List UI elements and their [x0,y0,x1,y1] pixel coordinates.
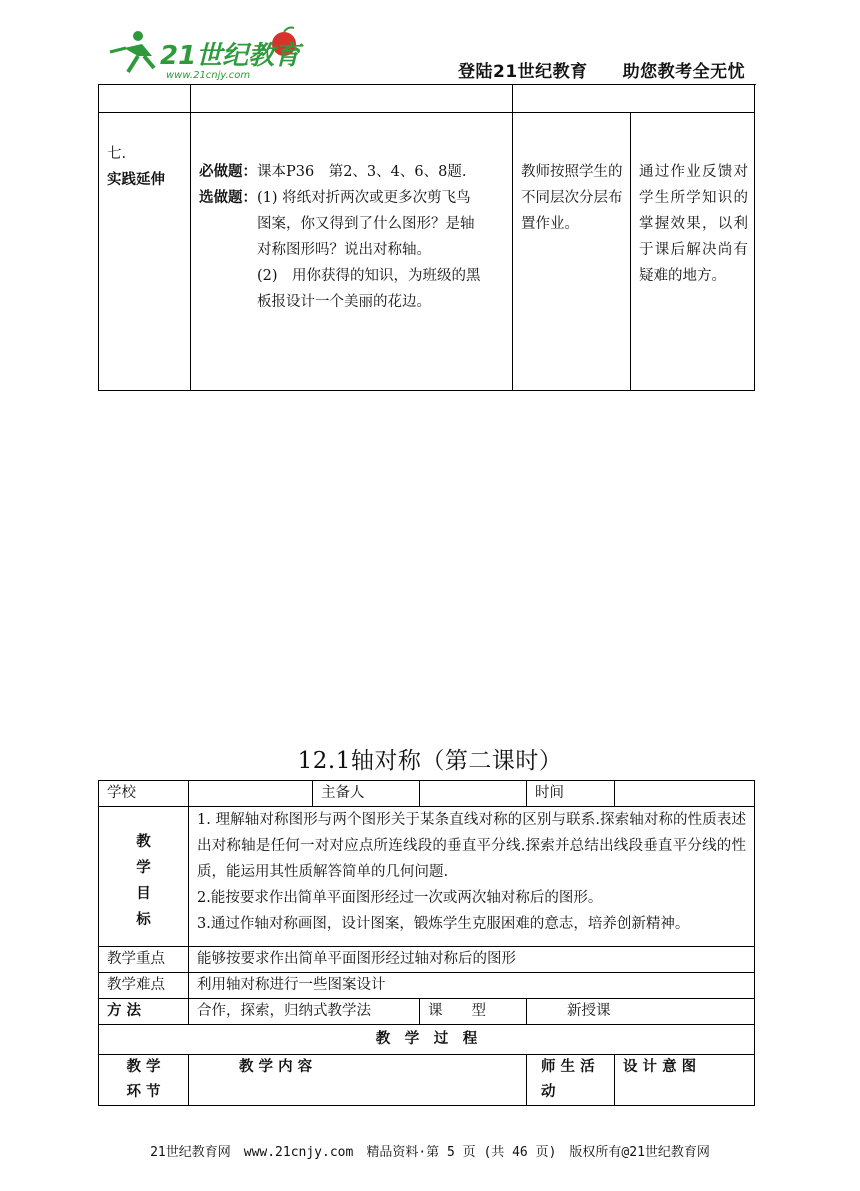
method-row [99,999,755,1025]
optional-2a: (2) 用你获得的知识，为班级的黑 [257,268,481,284]
section7-activity-cell [513,113,631,391]
preparer-value [420,781,527,807]
key-label: 教学重点 [99,947,189,973]
type-label: 课 型 [420,999,527,1025]
section7-intent-cell [631,113,755,391]
goals-label-2: 学 [136,860,151,876]
difficulty-label: 教学难点 [99,973,189,999]
difficulty-value: 利用轴对称进行一些图案设计 [189,973,755,999]
goals-label-1: 教 [136,834,151,850]
intent-header: 设 计 意 图 [615,1055,755,1106]
time-value [615,781,755,807]
required-text: 课本P36 第2、3、4、6、8题. [257,164,467,180]
required-label: 必做题： [199,164,257,180]
process-label: 教 学 过 程 [99,1025,755,1055]
key-row [99,947,755,973]
section7-label-cell [99,113,191,391]
optional-1c: 对称图形吗？说出对称轴。 [257,242,431,258]
school-value [189,781,313,807]
goals-label-4: 标 [136,912,151,928]
section7-content-cell [191,113,513,391]
goals-text [189,807,755,947]
goal-item: 2.能按要求作出简单平面图形经过一次或两次轴对称后的图形。 [197,890,603,906]
optional-2b: 板报设计一个美丽的花边。 [257,294,431,310]
content-header: 教 学 内 容 [189,1055,527,1106]
optional-1b: 图案，你又得到了什么图形？是轴 [257,216,475,232]
goal-item: 1. 理解轴对称图形与两个图形关于某条直线对称的区别与联系.探索轴对称的性质表述出对称轴是任何一对对应点所连线段的垂直平分线.探索并总结出线段垂直平分线的性质，能运用其性质解答简单的几何问题. [197,812,746,880]
activity-header: 师 生 活 动 [527,1055,615,1106]
page-footer: 21世纪教育网 www.21cnjy.com 精品资料·第 5 页 (共 46 页) 版权所有@21世纪教育网 [150,1145,710,1160]
goals-label [99,807,189,947]
lesson-title: 12.1轴对称（第二课时） [297,748,563,774]
section7-row [99,113,755,391]
stage-header-b: 环 节 [126,1084,161,1100]
info-row [99,781,755,807]
header-slogan: 登陆21世纪教育 助您教考全无忧 [458,62,746,82]
section7-title: 实践延伸 [107,172,165,188]
goal-item: 3.通过作轴对称画图，设计图案，锻炼学生克服困难的意志，培养创新精神。 [197,916,690,932]
goals-label-3: 目 [136,886,151,902]
optional-1a: (1) 将纸对折两次或更多次剪飞鸟 [257,190,471,206]
difficulty-row [99,973,755,999]
key-value: 能够按要求作出简单平面图形经过轴对称后的图形 [189,947,755,973]
section7-intent: 通过作业反馈对学生所学知识的掌握效果，以利于课后解决尚有疑难的地方。 [639,164,748,284]
time-label: 时间 [527,781,615,807]
stage-header [99,1055,189,1106]
top-spacer-row [99,85,755,113]
lesson-plan-table [98,780,755,1106]
logo-url: www.21cnjy.com [166,70,251,81]
school-label: 学校 [99,781,189,807]
logo-text: 21世纪教育 [160,41,301,71]
section7-activity: 教师按照学生的不同层次分层布置作业。 [521,164,623,232]
preparer-label: 主备人 [313,781,420,807]
section7-number: 七. [107,146,127,162]
logo [108,26,308,82]
process-header-row [99,1025,755,1055]
type-value: 新授课 [527,999,755,1025]
method-value: 合作，探索，归纳式教学法 [189,999,420,1025]
process-columns-row [99,1055,755,1106]
method-label: 方 法 [99,999,189,1025]
section7-table [98,84,755,391]
stage-header-a: 教 学 [126,1059,161,1075]
goals-row [99,807,755,947]
optional-label: 选做题： [199,190,257,206]
